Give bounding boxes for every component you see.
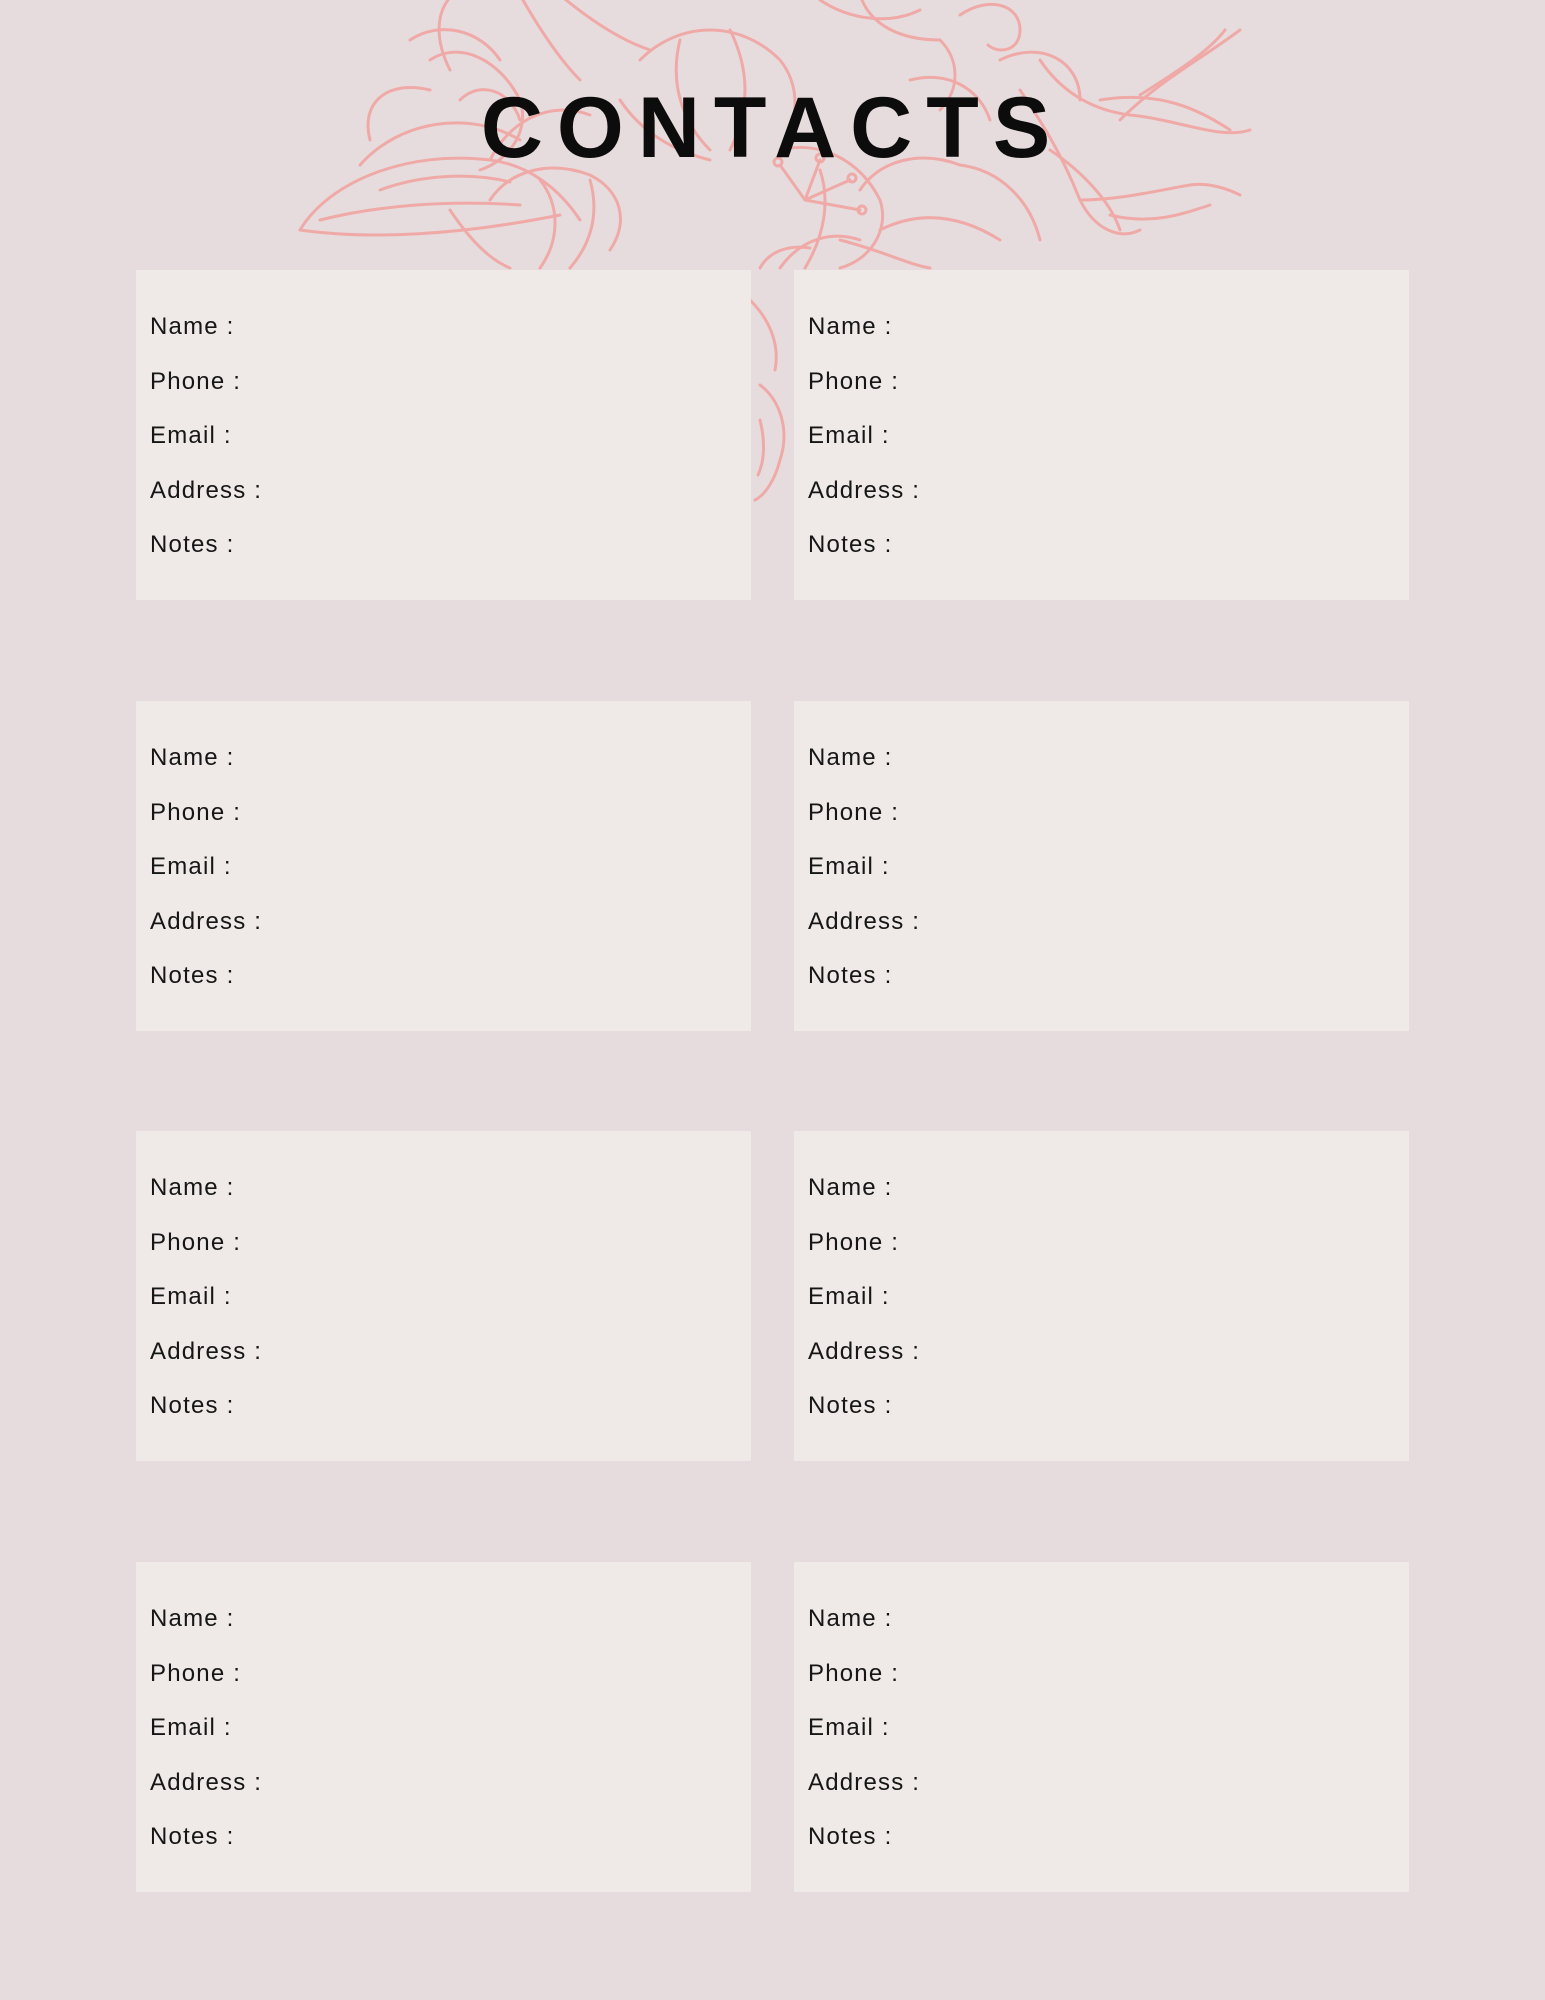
phone-label: Phone : [808, 367, 900, 395]
name-label: Name : [150, 744, 235, 771]
email-label: Email : [150, 853, 232, 880]
notes-label: Notes : [150, 531, 235, 558]
contact-card [794, 701, 1409, 1031]
phone-label: Phone : [150, 1659, 242, 1687]
name-label: Name : [808, 744, 893, 771]
name-label: Name : [808, 1605, 893, 1632]
phone-label: Phone : [808, 1659, 900, 1687]
contact-card [794, 1562, 1409, 1892]
address-label: Address : [808, 907, 921, 935]
notes-label: Notes : [150, 1392, 235, 1419]
notes-label: Notes : [808, 531, 893, 558]
email-label: Email : [808, 422, 890, 449]
email-label: Email : [150, 422, 232, 449]
email-label: Email : [150, 1714, 232, 1741]
contact-card [136, 1131, 751, 1461]
name-label: Name : [150, 1174, 235, 1201]
address-label: Address : [150, 476, 263, 504]
email-label: Email : [808, 1283, 890, 1310]
phone-label: Phone : [150, 798, 242, 826]
address-label: Address : [150, 1337, 263, 1365]
notes-label: Notes : [150, 1823, 235, 1850]
address-label: Address : [150, 907, 263, 935]
address-label: Address : [808, 1337, 921, 1365]
name-label: Name : [150, 313, 235, 340]
phone-label: Phone : [808, 1228, 900, 1256]
notes-label: Notes : [808, 1823, 893, 1850]
phone-label: Phone : [150, 1228, 242, 1256]
page-title: CONTACTS [480, 80, 1065, 176]
email-label: Email : [150, 1283, 232, 1310]
name-label: Name : [808, 313, 893, 340]
notes-label: Notes : [808, 1392, 893, 1419]
name-label: Name : [808, 1174, 893, 1201]
contact-card [136, 270, 751, 600]
contact-card [794, 270, 1409, 600]
address-label: Address : [808, 476, 921, 504]
notes-label: Notes : [808, 962, 893, 989]
phone-label: Phone : [150, 367, 242, 395]
contact-card [794, 1131, 1409, 1461]
email-label: Email : [808, 1714, 890, 1741]
name-label: Name : [150, 1605, 235, 1632]
contact-card [136, 701, 751, 1031]
address-label: Address : [808, 1768, 921, 1796]
notes-label: Notes : [150, 962, 235, 989]
address-label: Address : [150, 1768, 263, 1796]
contact-card [136, 1562, 751, 1892]
phone-label: Phone : [808, 798, 900, 826]
email-label: Email : [808, 853, 890, 880]
